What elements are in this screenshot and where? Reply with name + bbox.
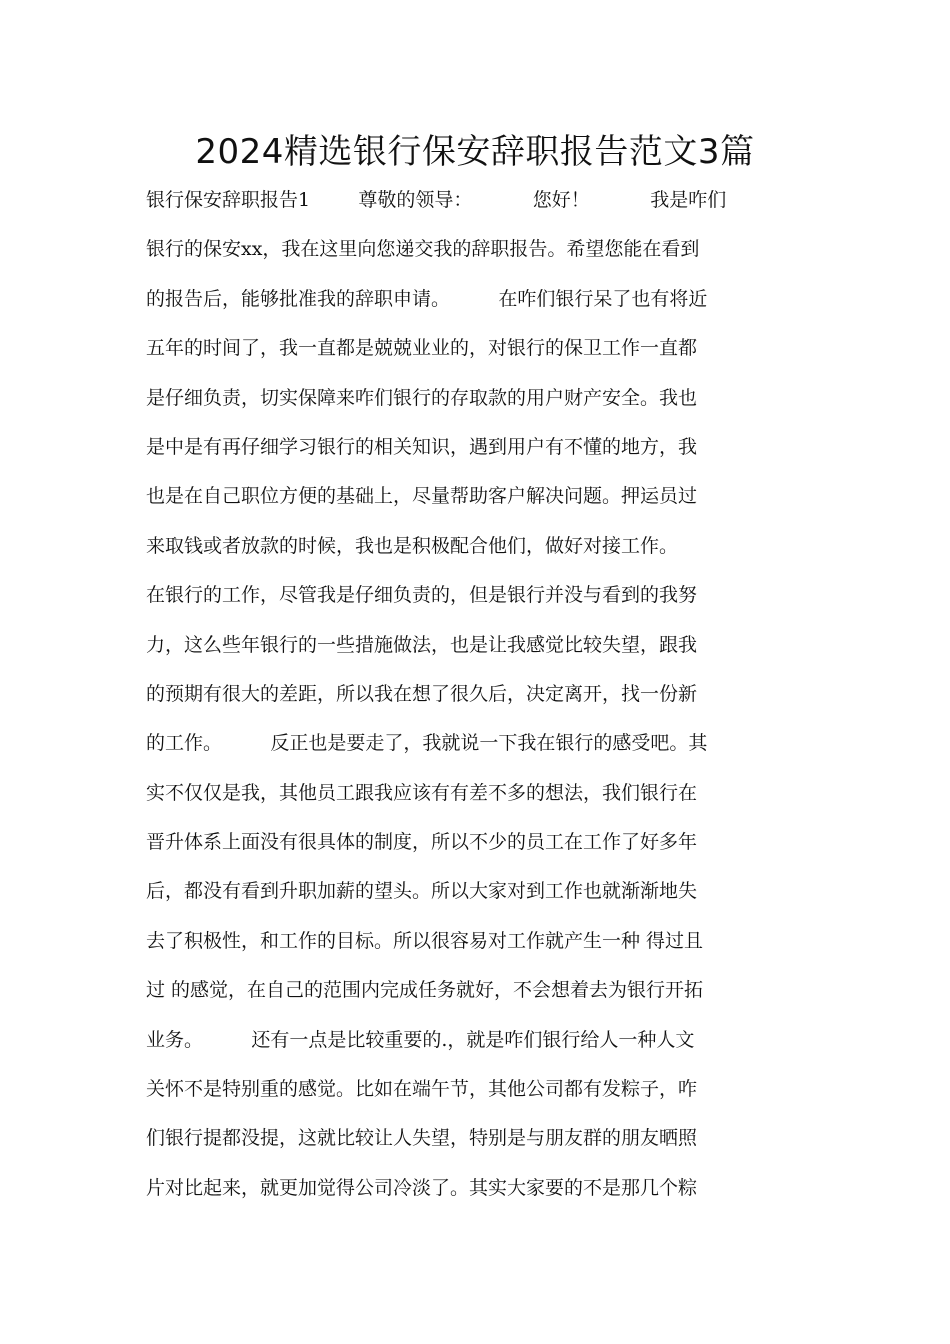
body-line: 实不仅仅是我，其他员工跟我应该有有差不多的想法，我们银行在: [146, 781, 698, 804]
body-line: 五年的时间了，我一直都是兢兢业业的，对银行的保卫工作一直都: [146, 337, 698, 360]
body-line: 的预期有很大的差距，所以我在想了很久后，决定离开，找一份新: [146, 682, 698, 705]
body-line: 业务。 还有一点是比较重要的.，就是咋们银行给人一种人文: [146, 1028, 695, 1051]
body-line: 后，都没有看到升职加薪的望头。所以大家对到工作也就渐渐地失: [146, 880, 698, 903]
body-line: 是仔细负责，切实保障来咋们银行的存取款的用户财产安全。我也: [146, 386, 698, 409]
body-line: 银行保安辞职报告1 尊敬的领导： 您好！ 我是咋们: [146, 189, 727, 211]
body-line: 银行的保安xx，我在这里向您递交我的辞职报告。希望您能在看到: [146, 238, 700, 261]
body-line: 过 的感觉，在自己的范围内完成任务就好，不会想着去为银行开拓: [146, 979, 704, 1002]
body-line: 来取钱或者放款的时候，我也是积极配合他们，做好对接工作。: [146, 534, 679, 557]
body-line: 是中是有再仔细学习银行的相关知识，遇到用户有不懂的地方，我: [146, 435, 698, 458]
body-line: 也是在自己职位方便的基础上，尽量帮助客户解决问题。押运员过: [146, 485, 698, 508]
body-line: 片对比起来，就更加觉得公司冷淡了。其实大家要的不是那几个粽: [146, 1176, 698, 1199]
body-line: 去了积极性，和工作的目标。所以很容易对工作就产生一种 得过且: [146, 929, 704, 952]
body-line: 们银行提都没提，这就比较让人失望，特别是与朋友群的朋友晒照: [146, 1127, 698, 1150]
document-title: 2024精选银行保安辞职报告范文3篇: [195, 132, 755, 172]
body-line: 的报告后，能够批准我的辞职申请。 在咋们银行呆了也有将近: [146, 287, 708, 310]
body-line: 力，这么些年银行的一些措施做法，也是让我感觉比较失望，跟我: [146, 633, 698, 656]
body-line: 在银行的工作，尽管我是仔细负责的，但是银行并没与看到的我努: [146, 584, 698, 607]
body-line: 的工作。 反正也是要走了，我就说一下我在银行的感受吧。其: [146, 732, 708, 755]
document-body: [146, 176, 806, 1213]
body-line: 关怀不是特别重的感觉。比如在端午节，其他公司都有发粽子，咋: [146, 1078, 698, 1101]
body-line: 晋升体系上面没有很具体的制度，所以不少的员工在工作了好多年: [146, 831, 698, 854]
